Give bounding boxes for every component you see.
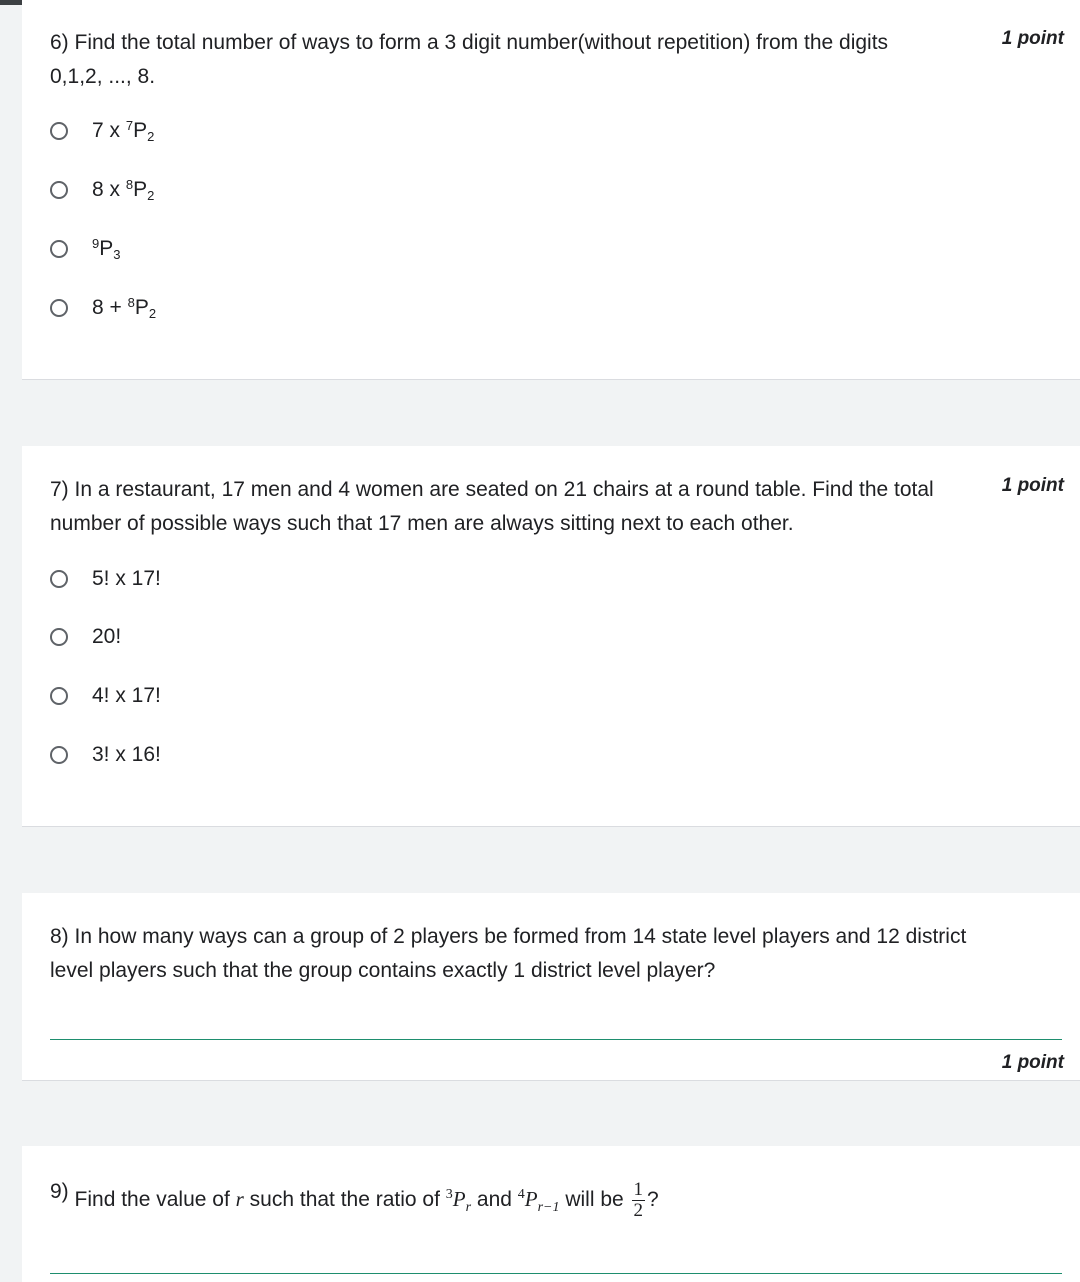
question-8-answer-input[interactable] xyxy=(50,1039,1062,1040)
permutation-3-pr xyxy=(445,1187,472,1216)
question-9-text-c: and xyxy=(471,1188,518,1211)
radio-button[interactable] xyxy=(50,181,68,199)
option-label: 4! x 17! xyxy=(92,684,161,707)
question-9-text-a: Find the value of xyxy=(74,1188,236,1211)
option-label: 8 x $^8P_2$ xyxy=(92,177,155,203)
variable-r: r xyxy=(235,1187,244,1211)
question-9-text-e: ? xyxy=(647,1188,659,1211)
question-6-option-1[interactable] xyxy=(50,116,154,146)
p1-superscript: 3 xyxy=(445,1187,453,1202)
question-9-text-d: will be xyxy=(559,1188,630,1211)
question-8-points: 1 point xyxy=(1001,1052,1064,1073)
question-6-line-1: 6) Find the total number of ways to form a 3 digit number(without repetition) from the digits xyxy=(50,31,889,54)
question-8-line-2: level players such that the group contains exactly 1 district level player? xyxy=(50,959,716,982)
p1-subscript: r xyxy=(465,1200,472,1216)
permutation-4-pr-1 xyxy=(517,1187,560,1216)
p1-base: P xyxy=(452,1187,466,1211)
question-6-option-3[interactable] xyxy=(50,234,120,264)
question-7-option-3[interactable] xyxy=(50,681,161,711)
option-label: $^9P_3$ xyxy=(92,236,121,262)
option-label: $8 + ^8P_2$ xyxy=(92,295,157,321)
question-7-text xyxy=(50,473,1000,541)
question-7-option-1[interactable] xyxy=(50,564,161,594)
question-9-answer-input[interactable] xyxy=(50,1273,1062,1274)
p2-subscript: r−1 xyxy=(537,1200,560,1216)
question-7-option-4[interactable] xyxy=(50,740,161,770)
option-label: 20! xyxy=(92,625,122,648)
question-6-points: 1 point xyxy=(1001,28,1064,49)
question-9-text xyxy=(50,1168,1060,1232)
option-label: 3! x 16! xyxy=(92,743,161,766)
fraction-denominator: 2 xyxy=(633,1199,644,1221)
question-6-option-2[interactable] xyxy=(50,175,154,205)
fraction-numerator: 1 xyxy=(633,1178,644,1200)
question-6-text xyxy=(50,26,980,94)
question-7-line-2: number of possible ways such that 17 men are always sitting next to each other. xyxy=(50,512,794,535)
radio-button[interactable] xyxy=(50,240,68,258)
p2-base: P xyxy=(524,1187,538,1211)
radio-button[interactable] xyxy=(50,687,68,705)
question-8-text xyxy=(50,920,1060,988)
question-9-number: 9) xyxy=(50,1180,69,1203)
question-9-text-b: such that the ratio of xyxy=(243,1188,446,1211)
radio-button[interactable] xyxy=(50,122,68,140)
p2-superscript: 4 xyxy=(517,1187,525,1202)
question-7-option-2[interactable] xyxy=(50,622,121,652)
question-7-line-1: 7) In a restaurant, 17 men and 4 women are seated on 21 chairs at a round table. Find the total xyxy=(50,478,934,501)
radio-button[interactable] xyxy=(50,628,68,646)
question-8-line-1: 8) In how many ways can a group of 2 players be formed from 14 state level players and 12 district xyxy=(50,925,967,948)
radio-button[interactable] xyxy=(50,746,68,764)
question-6-line-2: 0,1,2, ..., 8. xyxy=(50,65,156,88)
radio-button[interactable] xyxy=(50,299,68,317)
option-label: 7 x $^7P_2$ xyxy=(92,118,155,144)
question-7-points: 1 point xyxy=(1001,475,1064,496)
question-6-option-4[interactable] xyxy=(50,293,156,323)
option-label: 5! x 17! xyxy=(92,567,161,590)
radio-button[interactable] xyxy=(50,570,68,588)
fraction-one-half xyxy=(632,1180,646,1221)
